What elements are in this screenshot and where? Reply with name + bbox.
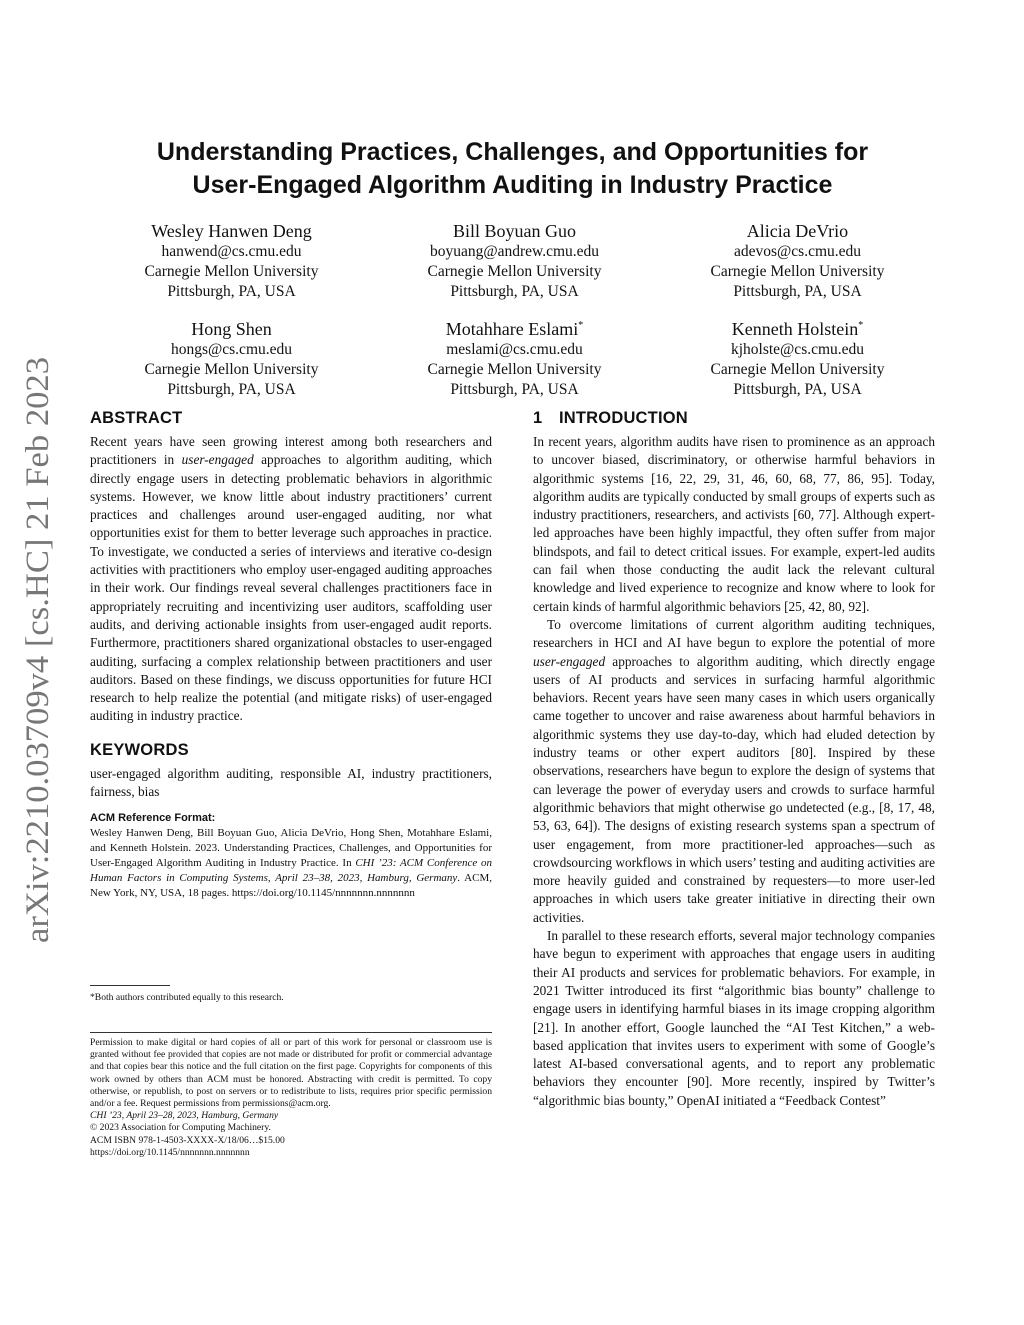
author-email: adevos@cs.cmu.edu (733, 243, 862, 260)
intro-paragraph-1: In recent years, algorithm audits have risen to prominence as an approach to uncover biased, discriminatory, or otherwise harmful behaviors in algorithmic systems [16, 22, 29, 31, 46, 60, 68, 77, 86, 95]. Today, algorithm audits are typically conducted by small groups of experts such as industry practitioners, researchers, and activists [60, 77]. Although expert-led approaches have been highly impactful, they often suffer from major blindspots, and fail to detect critical issues. For example, expert-led audits can fail when those conducting the audit lack the relevant cultural knowledge and lived experience to recognize and know where to look for certain kinds of harmful algorithmic behaviors [25, 42, 80, 92]. (533, 434, 935, 614)
intro-paragraph-3: In parallel to these research efforts, several major technology companies have begun to experiment with approaches that engage users in auditing their AI products and services for problematic behaviors. For example, in 2021 Twitter introduced its first “algorithmic bias bounty” challenge to engage users in identifying harmful biases in its image cropping algorithm [21]. In another effort, Google launched the “AI Test Kitchen,” a web-based application that invites users to experiment with some of Google’s latest AI-based conversational agents, and to report any problematic behaviors they encounter [90]. More recently, inspired by Twitter’s “algorithmic bias bounty,” OpenAI initiated a “Feedback Contest” (533, 928, 935, 1108)
author-name: Bill Boyuan Guo (452, 221, 576, 241)
abstract-text: Recent years have seen growing interest among both researchers and practitioners in user-engaged approaches to algorithm auditing, which directly engage users in detecting problematic behaviors in algorithmic systems. However, we know little about industry practitioners’ current practices and challenges around user-engaged auditing, nor what opportunities exist for them to better leverage such approaches in practice. To investigate, we conducted a series of interviews and iterative co-design activities with practitioners who employ user-engaged auditing approaches in their work. Our findings reveal several challenges practitioners face in appropriately recruiting and incentivizing user auditors, scaffolding user audits, and deriving actionable insights from user-engaged audit reports. Furthermore, practitioners shared organizational obstacles to user-engaged auditing, surfacing a complex relationship between practitioners and user auditors. Based on these findings, we discuss opportunities for future HCI research to help realize the potential (and mitigate risks) of user-engaged auditing in industry practice. (90, 434, 493, 724)
author-location: Pittsburgh, PA, USA (450, 283, 579, 300)
introduction-heading: 1 INTRODUCTION (533, 409, 688, 427)
author-name: Kenneth Holstein* (731, 319, 864, 339)
paper-title (90, 136, 935, 202)
author-block (656, 216, 939, 302)
arxiv-stamp-text: arXiv:2210.03709v4 [cs.HC] 21 Feb 2023 (20, 383, 56, 943)
author-location: Pittsburgh, PA, USA (167, 283, 296, 300)
intro-paragraph-2: To overcome limitations of current algorithm auditing techniques, researchers in HCI and AI have begun to explore the potential of more user-engaged approaches to algorithm auditing, which directly engage users of AI products and services in surfacing harmful algorithmic behaviors. Recent years have seen many cases in which users organically came together to uncover and raise awareness about harmful behaviors in algorithmic systems they use day-to-day, which had eluded detection by industry teams or other expert auditors [80]. Inspired by these observations, researchers have begun to explore the design of systems that can leverage the power of everyday users and crowds to surface harmful algorithmic behaviors that might otherwise go undetected (e.g., [8, 17, 48, 53, 63, 64]). The designs of existing research systems span a spectrum of user engagement, from more practitioner-led approaches—such as crowdsourcing workflows in which users’ testing and auditing activities are more heavily guided and constrained by requesters—to more user-led approaches in which users take greater initiative in directing their own activities. (533, 616, 935, 925)
right-column (533, 408, 935, 1110)
author-block (90, 314, 373, 400)
author-location: Pittsburgh, PA, USA (733, 381, 862, 398)
footnote: *Both authors contributed equally to this research. (90, 992, 284, 1003)
arxiv-stamp-svg (12, 355, 58, 945)
author-affiliation: Carnegie Mellon University (144, 263, 319, 280)
author-location: Pittsburgh, PA, USA (450, 381, 579, 398)
reference-format-text: Wesley Hanwen Deng, Bill Boyuan Guo, Alicia DeVrio, Hong Shen, Motahhare Eslami, and Kenneth Holstein. 2023. Understanding Practices, Challenges, and Opportunities for User-Engaged Algorithm Auditing in Industry Practice. In CHI ’23: ACM Conference on Human Factors in Computing Systems, April 23–38, 2023, Hamburg, Germany. ACM, New York, NY, USA, 18 pages. https://doi.org/10.1145/nnnnnnn.nnnnnnn (90, 827, 492, 900)
author-email: meslami@cs.cmu.edu (446, 341, 583, 358)
conference-line: CHI ’23, April 23–28, 2023, Hamburg, Germany (90, 1110, 279, 1122)
author-affiliation: Carnegie Mellon University (144, 361, 319, 378)
authors-row-2 (90, 314, 940, 400)
keywords-heading: KEYWORDS (90, 740, 189, 759)
author-email: hanwend@cs.cmu.edu (161, 243, 302, 260)
keywords-text: user-engaged algorithm auditing, responsible AI, industry practitioners, fairness, bias (90, 765, 492, 800)
title-line-2: User-Engaged Algorithm Auditing in Industry Practice (192, 171, 833, 199)
author-email: kjholste@cs.cmu.edu (730, 341, 865, 358)
author-email: boyuang@andrew.cmu.edu (429, 243, 600, 260)
title-line-1: Understanding Practices, Challenges, and Opportunities for (156, 138, 869, 166)
author-name: Alicia DeVrio (746, 221, 849, 241)
author-affiliation: Carnegie Mellon University (427, 361, 602, 378)
permission-text: Permission to make digital or hard copies of all or part of this work for personal or classroom use is granted without fee provided that copies are not made or distributed for profit or commercial advantage and that copies bear this notice and the full citation on the first page. Copyrights for components of this work owned by others than ACM must be honored. Abstracting with credit is permitted. To copy otherwise, or republish, to post on servers or to redistribute to lists, requires prior specific permission and/or a fee. Request permissions from permissions@acm.org. (90, 1037, 492, 1110)
authors-row-1 (90, 216, 940, 302)
author-block (373, 314, 656, 400)
author-location: Pittsburgh, PA, USA (167, 381, 296, 398)
author-location: Pittsburgh, PA, USA (733, 283, 862, 300)
author-affiliation: Carnegie Mellon University (710, 263, 885, 280)
author-block (656, 314, 939, 400)
reference-format-heading: ACM Reference Format: (90, 812, 216, 825)
left-column (90, 408, 492, 901)
doi-line: https://doi.org/10.1145/nnnnnnn.nnnnnnn (90, 1146, 250, 1158)
permission-block (90, 1037, 492, 1159)
arxiv-stamp (12, 355, 58, 945)
author-block (373, 216, 656, 302)
author-name: Motahhare Eslami* (445, 319, 584, 339)
author-affiliation: Carnegie Mellon University (427, 263, 602, 280)
author-affiliation: Carnegie Mellon University (710, 361, 885, 378)
author-email: hongs@cs.cmu.edu (170, 341, 293, 358)
author-block (90, 216, 373, 302)
permission-rule (90, 1032, 492, 1033)
author-name: Hong Shen (191, 319, 272, 339)
section-number: 1 (533, 409, 543, 427)
copyright-line: © 2023 Association for Computing Machinery. (90, 1122, 271, 1134)
abstract-heading: ABSTRACT (90, 409, 183, 427)
isbn-line: ACM ISBN 978-1-4503-XXXX-X/18/06…$15.00 (90, 1134, 285, 1146)
footnote-rule (90, 985, 170, 986)
author-name: Wesley Hanwen Deng (151, 221, 312, 241)
